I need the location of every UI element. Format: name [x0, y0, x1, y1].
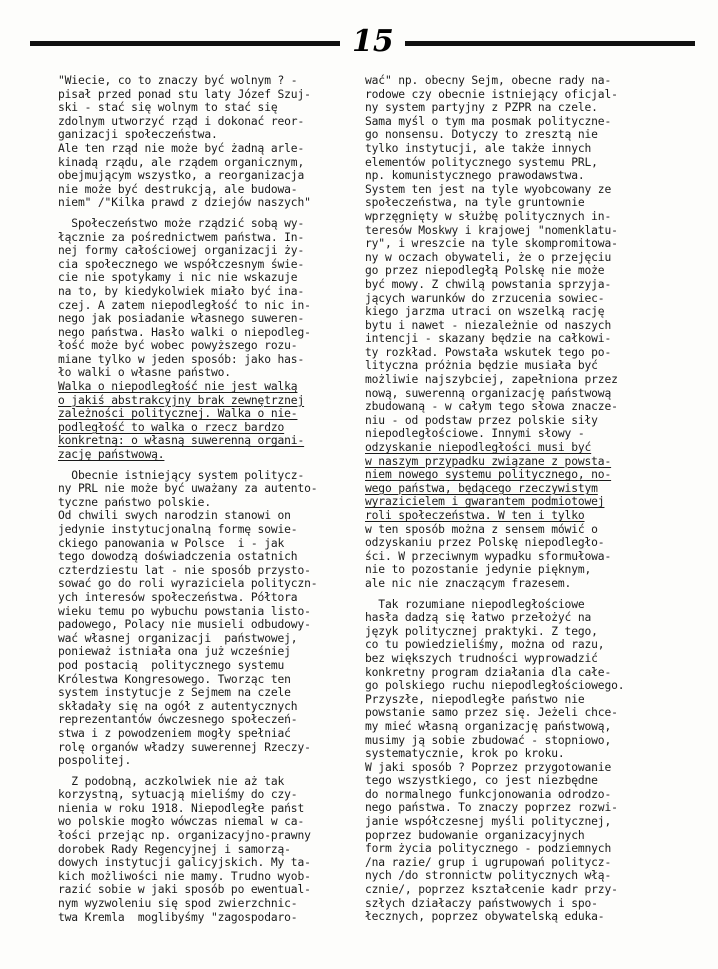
text-line: ny w oczach obywateli, że o przejęciu — [365, 250, 612, 264]
text-line: go nonsensu. Dotyczy to zresztą nie — [365, 128, 598, 142]
text-line: Z podobną, aczkolwiek nie aż tak — [58, 774, 285, 788]
text-line: niu - od podstaw przez polskie siły — [365, 413, 598, 427]
text-line: ści. W przeciwnym wypadku sformułowa- — [365, 549, 612, 563]
text-line: dowych instytucji galicyjskich. My ta- — [58, 856, 311, 870]
text-line: pod postacią politycznego systemu — [58, 658, 285, 672]
text-line: społeczeństwa, na tyle gruntownie — [365, 196, 585, 210]
text-line: /na razie/ grup i ugrupowań politycz- — [365, 855, 612, 869]
text-line: pisał przed ponad stu laty Józef Szuj- — [58, 87, 311, 101]
text-line: np. komunistycznego prawodawstwa. — [365, 169, 585, 183]
text-line: W jaki sposób ? Poprzez przygotowanie — [365, 760, 612, 774]
text-line: "Wiecie, co to znaczy być wolnym ? - — [58, 74, 298, 87]
underlined-text-line: zację państwową. — [58, 448, 165, 462]
text-line: ny system partyjny z PZPR na czele. — [365, 101, 598, 115]
text-line: ckiego panowania w Polsce i - jak — [58, 536, 285, 550]
text-line: bytu i nawet - niezależnie od naszych — [365, 318, 612, 332]
text-line: wprzęgnięty w służbę politycznych in- — [365, 209, 612, 223]
underlined-text-line: wego państwa, będącego rzeczywistym — [365, 481, 598, 495]
text-line: ski - stać się wolnym to stać się — [58, 101, 278, 115]
text-line: bez większych trudności wyprowadzić — [365, 651, 598, 665]
underlined-text-line: roli społeczeństwa. W ten i tylko — [365, 509, 585, 522]
text-line: ale nic nie znaczącym frazesem. — [365, 576, 572, 590]
text-line: nie to pozostanie jedynie pięknym, — [365, 563, 592, 577]
text-line: łącznie za pośrednictwem państwa. In- — [58, 230, 305, 244]
text-line: Królestwa Kongresowego. Tworząc ten — [58, 672, 291, 686]
text-line: Przyszłe, niepodległe państwo nie — [365, 692, 585, 706]
text-line: sować go do roli wyraziciela polityczn- — [58, 577, 318, 591]
text-line: elementów politycznego systemu PRL, — [365, 155, 598, 169]
text-line: go przez niepodległą Polskę nie może — [365, 264, 605, 278]
text-line: niepodległościowe. Innymi słowy - — [365, 427, 585, 441]
text-line: systematycznie, krok po kroku. — [365, 747, 565, 761]
text-line: rolę organów władzy suwerennej Rzeczy- — [58, 740, 311, 754]
text-line: do normalnego funkcjonowania odrodzo- — [365, 787, 612, 801]
underlined-text-line: podległość to walka o rzecz bardzo — [58, 420, 285, 434]
text-line: jących warunków do zrzucenia sowiec- — [365, 291, 605, 305]
text-line: jedynie instytucjonalną formę sowie- — [58, 523, 298, 536]
text-line: cie nie spotykamy i nic nie wskazuje — [58, 271, 298, 285]
text-line: form życia politycznego - podziemnych — [365, 842, 612, 856]
text-line: lityczna próżnia będzie musiała być — [365, 359, 598, 373]
text-line: twa Kremla moglibyśmy "zagospodaro- — [58, 910, 298, 924]
text-line: nienia w roku 1918. Niepodległe państ — [58, 801, 305, 815]
text-line: Tak rozumiane niepodległościowe — [365, 597, 585, 611]
text-line: łości przejąc np. organizacyjno-prawny — [58, 829, 311, 843]
text-line: zbudowaną - w całym tego słowa znacze- — [365, 400, 618, 414]
text-line: Sama myśl o tym ma posmak polityczne- — [365, 114, 612, 128]
text-line: padowego, Polacy nie musieli odbudowy- — [58, 618, 311, 632]
text-line: reprezentantów ówczesnego społeczeń- — [58, 713, 298, 727]
text-line: ry", i wreszcie na tyle skompromitowa- — [365, 237, 618, 251]
text-line: język politycznej praktyki. Z tego, — [365, 624, 598, 638]
text-line: wo polskie mogło wówczas niemal w ca- — [58, 815, 305, 829]
text-line: kinadą rządu, ale rządem organicznym, — [58, 155, 305, 169]
paragraph-gap — [58, 768, 358, 775]
text-line: powstanie samo przez się. Jeżeli chce- — [365, 706, 618, 720]
text-line: konkretny program działania dla całe- — [365, 665, 612, 679]
text-line: czej. A zatem niepodległość to nic in- — [58, 298, 311, 312]
text-line: nego jak posiadanie własnego suweren- — [58, 312, 305, 326]
text-line: co tu powiedzieliśmy, można od razu, — [365, 638, 605, 652]
text-line: nie może być destrukcją, ale budowa- — [58, 182, 298, 196]
text-line: być mowy. Z chwilą powstania sprzyja- — [365, 277, 612, 291]
page-number: 15 — [352, 24, 394, 59]
text-line: wać" np. obecny Sejm, obecne rady na- — [365, 74, 612, 87]
text-line: nych /do stronnictw politycznych włą- — [365, 869, 612, 883]
underlined-text-line: niem nowego systemu politycznego, no- — [365, 468, 612, 482]
text-line: obejmującym wszystko, a reorganizacja — [58, 169, 305, 183]
text-line: łecznych, poprzez obywatelską eduka- — [365, 910, 605, 924]
text-line: miane tylko w jeden sposób: jako has- — [58, 352, 305, 366]
text-line: teresów Moskwy i krajowej "nomenklatu- — [365, 223, 618, 237]
left-text-column — [58, 74, 358, 924]
header-rule-left — [30, 41, 340, 46]
text-line: nego państwa. To znaczy poprzez rozwi- — [365, 801, 618, 815]
underlined-text-line: zależności politycznej. Walka o nie- — [58, 407, 298, 421]
right-text-column — [365, 74, 683, 924]
text-line: Ale ten rząd nie może być żadną arle- — [58, 141, 305, 155]
text-line: dorobek Rady Regencyjnej i samorzą- — [58, 842, 291, 856]
text-line: ganizacji społeczeństwa. — [58, 128, 218, 142]
text-line: cia społecznego we współczesnym świe- — [58, 257, 305, 271]
text-line: hasła dadzą się łatwo przełożyć na — [365, 611, 592, 625]
text-line: ło walki o własne państwo. — [58, 366, 231, 380]
text-line: pospolitej. — [58, 754, 132, 768]
underlined-text-line: o jakiś abstrakcyjny brak zewnętrznej — [58, 393, 305, 407]
underlined-text-line: w naszym przypadku związane z powsta- — [365, 454, 612, 468]
text-line: kiego jarzma utraci on wszelką rację — [365, 305, 605, 319]
text-line: składały się na ogół z autentycznych — [58, 699, 298, 713]
paragraph-gap — [58, 210, 358, 217]
underlined-text-line: wyrazicielem i gwarantem podmiotowej — [365, 495, 605, 509]
text-line: stwa i z powodzeniem mogły spełniać — [58, 726, 291, 740]
text-line: my mieć własną organizację państwową, — [365, 719, 612, 733]
text-line: odzyskaniu przez Polskę niepodległo- — [365, 536, 605, 550]
text-line: na to, by kiedykolwiek miało być ina- — [58, 284, 305, 298]
text-line: tylko instytucji, ale także innych — [365, 141, 592, 155]
text-line: janie współczesnej myśli politycznej, — [365, 815, 612, 829]
text-line: szłych działaczy państwowych i spo- — [365, 896, 598, 910]
text-line: nową, suwerenną organizację państwową — [365, 386, 612, 400]
text-line: cznie/, poprzez kształcenie kadr przy- — [365, 883, 618, 897]
text-line: nym wyzwoleniu się spod zwierzchnic- — [58, 897, 298, 911]
text-line: intencji - skazany będzie na całkowi- — [365, 332, 612, 346]
text-line: system instytucje z Sejmem na czele — [58, 686, 291, 700]
text-line: w ten sposób można z sensem mówić o — [365, 522, 598, 536]
text-line: nego państwa. Hasło walki o niepodleg- — [58, 325, 311, 339]
text-line: korzystną, sytuacją mieliśmy do czy- — [58, 788, 298, 802]
text-line: tego wszystkiego, co jest niezbędne — [365, 774, 598, 788]
text-line: czterdziestu lat - nie sposób przysto- — [58, 563, 311, 577]
text-line: ty rozkład. Powstała wskutek tego po- — [365, 345, 612, 359]
underlined-text-line: konkretną: o własną suwerenną organi- — [58, 434, 305, 448]
text-line: Obecnie istniejący system politycz- — [58, 468, 305, 482]
text-line: go polskiego ruchu niepodległościowego. — [365, 679, 625, 693]
text-line: poprzez budowanie organizacyjnych — [365, 828, 585, 842]
text-line: wać własnej organizacji państwowej, — [58, 631, 298, 645]
text-line: zdolnym utworzyć rząd i dokonać reor- — [58, 114, 305, 128]
text-line: wieku temu po wybuchu powstania listo- — [58, 604, 311, 618]
text-line: Od chwili swych narodzin stanowi on — [58, 509, 291, 523]
text-line: łość może być wobec powyższego rozu- — [58, 339, 298, 353]
text-line: ponieważ istniała ona już wcześniej — [58, 645, 291, 659]
text-line: ych interesów społeczeństwa. Półtora — [58, 590, 298, 604]
underlined-text-line: odzyskanie niepodległości musi być — [365, 441, 592, 455]
text-line: tego dowodzą doświadczenia ostatnich — [58, 550, 298, 564]
text-line: Społeczeństwo może rządzić sobą wy- — [58, 216, 305, 230]
text-line: musimy ją sobie zbudować - stopniowo, — [365, 733, 612, 747]
text-line: niem" /"Kilka prawd z dziejów naszych" — [58, 196, 311, 210]
underlined-text-line: Walka o niepodległość nie jest walką — [58, 380, 298, 394]
paragraph-gap — [58, 462, 358, 469]
text-line: ny PRL nie może być uważany za autento- — [58, 482, 318, 496]
text-line: nej formy całościowej organizacji ży- — [58, 244, 305, 258]
text-line: kich możliwości nie mamy. Trudno wyob- — [58, 869, 311, 883]
header-rule-right — [405, 41, 695, 46]
text-line: System ten jest na tyle wyobcowany ze — [365, 182, 612, 196]
paragraph-gap — [365, 591, 683, 598]
text-line: razić sobie w jaki sposób po ewentual- — [58, 883, 311, 897]
text-line: możliwie najszybciej, zapełniona przez — [365, 373, 618, 387]
text-line: tyczne państwo polskie. — [58, 495, 211, 509]
page-header — [30, 24, 690, 62]
text-line: rodowe czy obecnie istniejący oficjal- — [365, 87, 618, 101]
